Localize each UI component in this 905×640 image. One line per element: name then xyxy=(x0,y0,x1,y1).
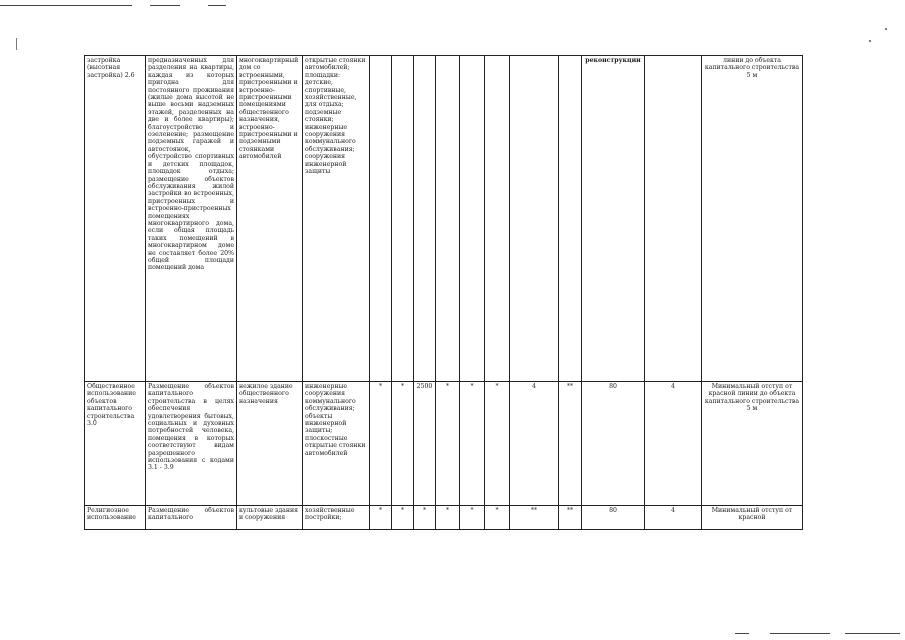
main-use: многоквартирный дом со встроенными, пристроенными и встроенно-пристроенными помещениями общественного назначения, встроенно-пристроенными и подземными стоянками автомобилей xyxy=(237,56,303,382)
param-cell xyxy=(392,56,414,382)
zoning-table xyxy=(84,55,803,530)
param-cell: * xyxy=(370,382,392,506)
param-cell: * xyxy=(392,382,414,506)
reconstruction-cell: реконструкции xyxy=(582,56,645,382)
use-type-description: предназначенных для разделения на квартиры, каждая из которых пригодна для постоянного проживания (жилые дома высотой не выше восьми надземных этажей, разделенных на две и более квартиры); благоустройство и озеленение; размещение подземных гаражей и автостоянок, обустройство спортивных и детских площадок, площадок отдыха; размещение объектов обслуживания жилой застройки во встроенных, пристроенных и встроенно-пристроенных помещениях многоквартирного дома, если общая площадь таких помещений в многоквартирном доме не составляет более 20% общей площади помещений дома xyxy=(146,56,237,382)
main-use: нежилое здание общественного назначения xyxy=(237,382,303,506)
use-type-description: Размещение объектов капитального строительства в целях обеспечения удовлетворения бытовых, социальных и духовных потребностей человека, помещения в которых соответствуют видам разрешенного использования с кодами 3.1 - 3.9 xyxy=(146,382,237,506)
use-type-name: Религиозное использование xyxy=(85,506,146,530)
auxiliary-use: открытые стоянки автомобилей; площадки: детские, спортивные, хозяйственные, для отдыха; подземные стоянки; инженерные сооружения коммунального обслуживания; сооружения инженерной защиты xyxy=(303,56,370,382)
param-cell xyxy=(370,56,392,382)
scan-line-top-mid xyxy=(150,5,180,6)
scan-line-top-right xyxy=(208,5,226,6)
param-cell: * xyxy=(436,382,460,506)
param-cell: * xyxy=(485,382,510,506)
param-cell: 2500 xyxy=(414,382,436,506)
param-cell: * xyxy=(392,506,414,530)
param-cell: ** xyxy=(559,506,582,530)
table-row xyxy=(85,382,803,506)
use-type-description: Размещение объектов капитального xyxy=(146,506,237,530)
param-cell: * xyxy=(460,382,485,506)
param-cell: 80 xyxy=(582,382,645,506)
use-type-name: застройка (высотная застройка) 2.6 xyxy=(85,56,146,382)
percent-cell: 4 xyxy=(645,382,702,506)
scan-line-bottom-3 xyxy=(845,633,900,634)
use-type-name: Общественное использование объектов капитального строительства 3.0 xyxy=(85,382,146,506)
param-cell: * xyxy=(436,506,460,530)
param-cell xyxy=(510,56,559,382)
note-cell: линии до объекта капитального строительства 5 м xyxy=(702,56,803,382)
table-row xyxy=(85,506,803,530)
param-cell: * xyxy=(485,506,510,530)
main-use: культовые здания и сооружения xyxy=(237,506,303,530)
note-cell: Минимальный отступ от красной xyxy=(702,506,803,530)
param-cell xyxy=(460,56,485,382)
percent-cell: 4 xyxy=(645,506,702,530)
param-cell xyxy=(436,56,460,382)
auxiliary-use: инженерные сооружения коммунального обслуживания; объекты инженерной защиты; плоскостные открытые стоянки автомобилей xyxy=(303,382,370,506)
percent-cell xyxy=(645,56,702,382)
param-cell: ** xyxy=(559,382,582,506)
note-cell: Минимальный отступ от красной линии до объекта капитального строительства 5 м xyxy=(702,382,803,506)
scan-line-top-left xyxy=(0,5,132,6)
param-cell xyxy=(414,56,436,382)
param-cell: ** xyxy=(510,506,559,530)
param-cell: * xyxy=(414,506,436,530)
scan-mark-left xyxy=(16,38,17,50)
param-cell: 80 xyxy=(582,506,645,530)
param-cell: * xyxy=(460,506,485,530)
scan-line-bottom-2 xyxy=(770,633,830,634)
table-row xyxy=(85,56,803,382)
param-cell xyxy=(485,56,510,382)
scan-dot-right-1 xyxy=(885,28,887,30)
scan-line-bottom-1 xyxy=(735,633,749,634)
auxiliary-use: хозяйственные постройки; xyxy=(303,506,370,530)
param-cell xyxy=(559,56,582,382)
param-cell: * xyxy=(370,506,392,530)
param-cell: 4 xyxy=(510,382,559,506)
scan-dot-right-2 xyxy=(869,40,871,42)
